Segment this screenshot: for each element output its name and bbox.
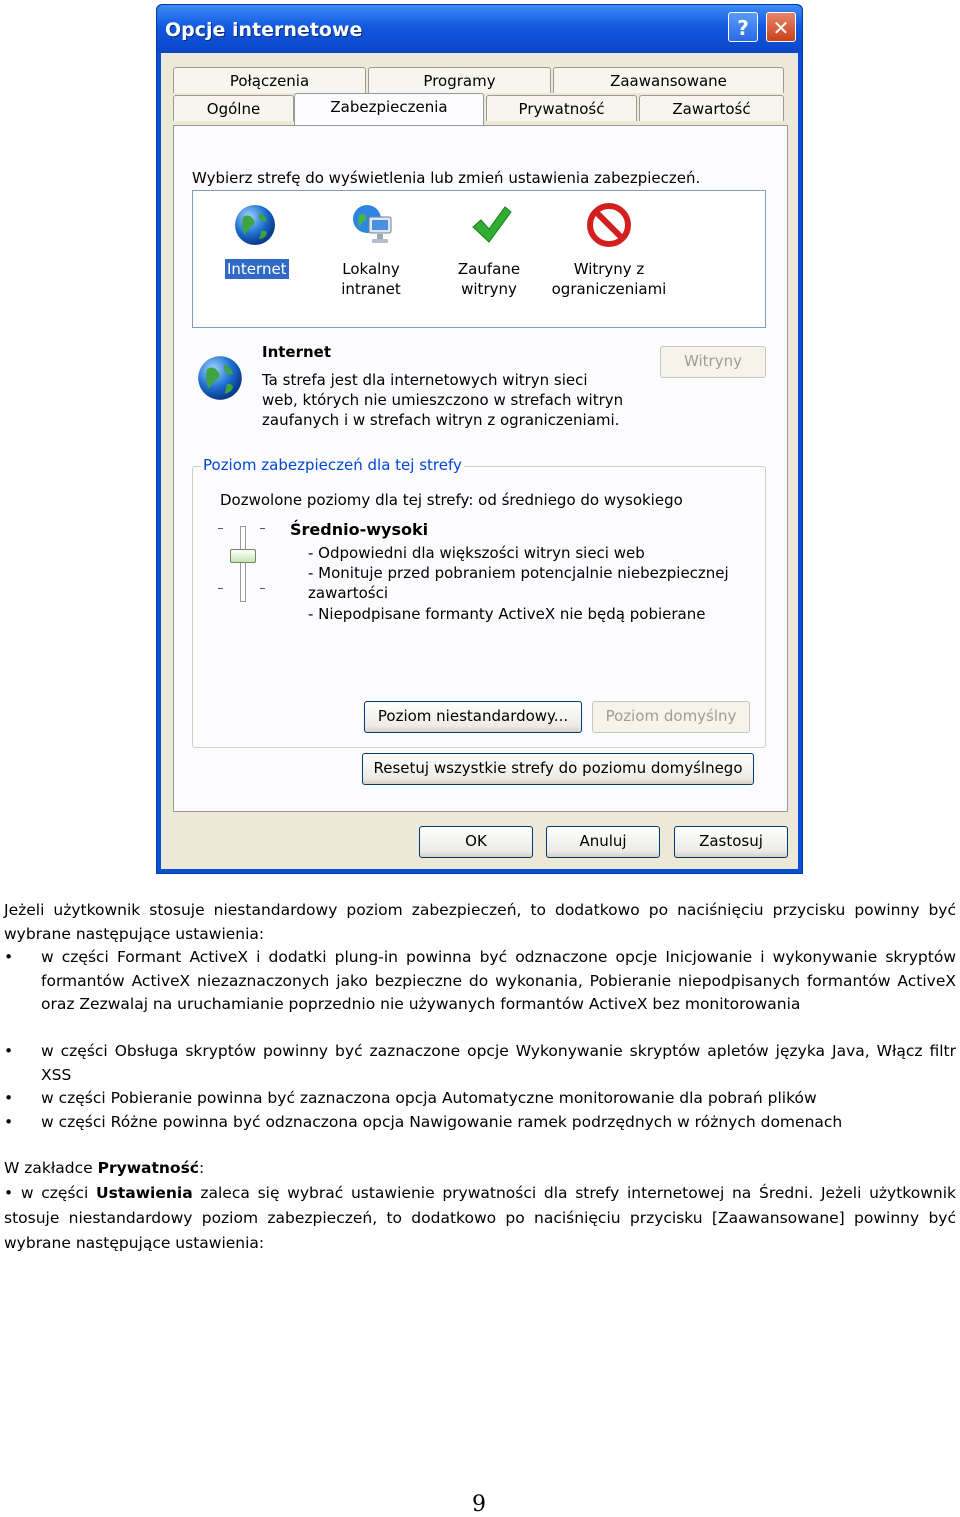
level-item: - Monituje przed pobraniem potencjalnie niebezpiecznej <box>308 564 729 582</box>
title-bar[interactable] <box>157 5 802 53</box>
close-button[interactable]: ✕ <box>766 12 796 42</box>
reset-all-zones-button[interactable]: Resetuj wszystkie strefy do poziomu domyślnego <box>362 753 754 785</box>
privacy-text: zaleca się wybrać ustawienie prywatności dla strefy internetowej na Średni. Jeżeli użytkownik stosuje niestandardowy poziom zabezpieczeń, to dodatkowo po naciśnięciu przycisku [Zaawansowane] powinny być wybrane następujące ustawienia: <box>4 1184 956 1252</box>
level-item: - Odpowiedni dla większości witryn sieci web <box>308 544 645 562</box>
level-title: Średnio-wysoki <box>290 520 429 539</box>
dialog-body <box>161 53 798 869</box>
privacy-heading <box>4 1157 204 1181</box>
bullet: • <box>4 1042 14 1060</box>
bullet: • <box>4 948 14 966</box>
zone-label: Lokalny intranet <box>341 260 401 298</box>
tab-content[interactable]: Zawartość <box>639 95 784 121</box>
sites-button[interactable]: Witryny <box>660 346 766 378</box>
checkmark-icon <box>469 203 513 247</box>
intranet-icon <box>351 203 395 247</box>
tab-programs[interactable]: Programy <box>368 67 551 93</box>
zone-list <box>192 190 766 328</box>
globe-icon <box>233 203 277 247</box>
default-level-button[interactable]: Poziom domyślny <box>592 701 750 733</box>
privacy-prefix: W zakładce <box>4 1159 98 1177</box>
tab-general[interactable]: Ogólne <box>173 95 294 121</box>
bullet-text: w części Obsługa skryptów powinny być zaznaczone opcje Wykonywanie skryptów apletów języka Java, Włącz filtr XSS <box>41 1042 956 1084</box>
zone-label: Zaufane witryny <box>457 260 521 298</box>
zone-prompt: Wybierz strefę do wyświetlenia lub zmień ustawienia zabezpieczeń. <box>192 169 701 187</box>
bullet: • <box>4 1089 14 1107</box>
internet-options-dialog <box>156 4 803 874</box>
bullet-text: w części Różne powinna być odznaczona opcja Nawigowanie ramek podrzędnych w różnych domenach <box>41 1113 843 1131</box>
zone-label: Witryny z ograniczeniami <box>551 260 667 298</box>
intro-paragraph: Jeżeli użytkownik stosuje niestandardowy poziom zabezpieczeń, to dodatkowo po naciśnięciu przycisku powinny być wybrane następujące ustawienia: <box>4 901 956 943</box>
slider-tick <box>218 528 223 529</box>
privacy-suffix: : <box>199 1159 205 1177</box>
tab-connections[interactable]: Połączenia <box>173 67 366 93</box>
privacy-text: w części <box>20 1184 97 1202</box>
custom-level-button[interactable]: Poziom niestandardowy... <box>364 701 582 733</box>
page-number: 9 <box>472 1492 486 1517</box>
slider-tick <box>218 588 223 589</box>
zone-description-line: zaufanych i w strefach witryn z ograniczeniami. <box>262 411 620 429</box>
restricted-icon <box>587 203 631 247</box>
globe-icon <box>196 354 244 402</box>
slider-tick <box>260 588 265 589</box>
security-group-label: Poziom zabezpieczeń dla tej strefy <box>203 456 462 474</box>
security-slider-track[interactable] <box>240 526 246 602</box>
zone-description-line: web, których nie umieszczono w strefach witryn <box>262 391 624 409</box>
help-button[interactable]: ? <box>728 12 758 42</box>
privacy-paragraph <box>4 1181 956 1256</box>
cancel-button[interactable]: Anuluj <box>546 826 660 858</box>
bullet: • <box>4 1113 14 1131</box>
privacy-settings-label: Ustawienia <box>96 1184 193 1202</box>
dialog-title: Opcje internetowe <box>165 19 363 41</box>
slider-tick <box>260 528 265 529</box>
zone-description-line: Ta strefa jest dla internetowych witryn sieci <box>262 371 588 389</box>
tab-privacy[interactable]: Prywatność <box>486 95 637 121</box>
security-panel <box>173 125 788 812</box>
level-item: zawartości <box>308 584 388 602</box>
zone-label: Internet <box>227 260 287 278</box>
privacy-tab-name: Prywatność <box>97 1159 199 1177</box>
bullet: • <box>4 1184 14 1202</box>
security-slider-thumb[interactable] <box>230 549 256 563</box>
apply-button[interactable]: Zastosuj <box>674 826 788 858</box>
level-item: - Niepodpisane formanty ActiveX nie będą pobierane <box>308 605 706 623</box>
ok-button[interactable]: OK <box>419 826 533 858</box>
tab-advanced[interactable]: Zaawansowane <box>553 67 784 93</box>
zone-title: Internet <box>262 343 332 361</box>
allowed-levels: Dozwolone poziomy dla tej strefy: od średniego do wysokiego <box>220 491 683 509</box>
bullet-text: w części Formant ActiveX i dodatki plung-in powinna być odznaczone opcje Inicjowanie i wykonywanie skryptów formantów ActiveX niezaznaczonych jako bezpieczne do wykonania, Pobieranie niepodpisanych formantów ActiveX oraz Zezwalaj na uruchamianie poprzednio nie używanych formantów ActiveX bez monitorowania <box>41 948 956 1013</box>
bullet-text: w części Pobieranie powinna być zaznaczona opcja Automatyczne monitorowanie dla pobrań plików <box>41 1089 817 1107</box>
tab-security[interactable]: Zabezpieczenia <box>294 93 484 125</box>
